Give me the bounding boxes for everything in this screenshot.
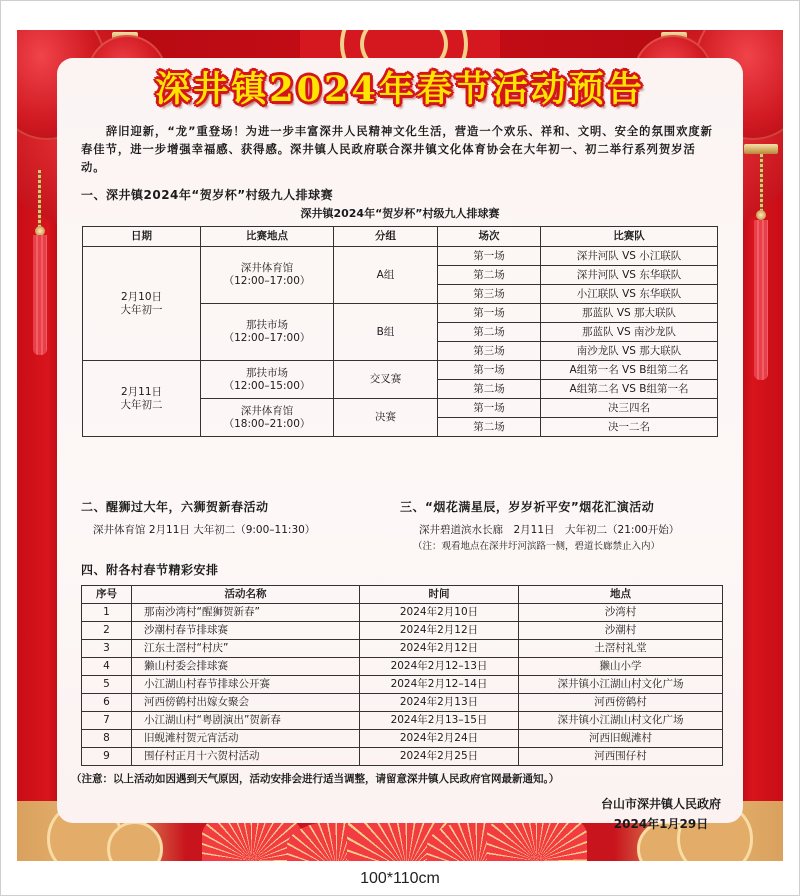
poster-title: 深井镇2024年春节活动预告: [155, 69, 645, 110]
poster: [17, 30, 783, 861]
round-cell: 第一场: [438, 247, 541, 266]
header-teams: 比赛队: [541, 227, 718, 247]
header-time: 时间: [360, 586, 519, 604]
round-cell: 第二场: [438, 418, 541, 437]
section2-heading: 二、醒狮过大年，六狮贺新春活动: [81, 500, 269, 514]
section3-note: （注：观看地点在深井圩河滨路一侧，碧道长廊禁止入内）: [413, 541, 661, 552]
teams-cell: 小江联队 VS 东华联队: [541, 285, 718, 304]
date-cell: 2月11日 大年初二: [83, 361, 201, 437]
tassel-icon: [754, 220, 768, 380]
table-row: 2 沙潮村春节排球赛 2024年2月12日 沙潮村: [82, 622, 723, 640]
tassel-icon: [33, 235, 47, 355]
size-label: 100*110cm: [360, 870, 440, 887]
content-panel: [57, 58, 743, 831]
intro-paragraph: 辞旧迎新，“龙”重登场！为进一步丰富深井人民精神文化生活，营造一个欢乐、祥和、文明、安全的氛围欢度新春佳节，进一步增强幸福感、获得感。深井镇人民政府联合深井镇文化体育协会在大年初一、初二举行系列贺岁活动。: [81, 125, 713, 174]
tassel-string-icon: [38, 170, 41, 230]
section1-heading: 一、深井镇2024年“贺岁杯”村级九人排球赛: [81, 188, 334, 202]
lantern-cap-icon: [744, 144, 778, 154]
header-round: 场次: [438, 227, 541, 247]
round-cell: 第三场: [438, 285, 541, 304]
table-row: [83, 361, 718, 380]
group-cell: A组: [334, 247, 438, 304]
header-group: 分组: [334, 227, 438, 247]
issuer: 台山市深井镇人民政府: [600, 797, 721, 811]
round-cell: 第二场: [438, 380, 541, 399]
round-cell: 第二场: [438, 266, 541, 285]
section1-table-caption: 深井镇2024年“贺岁杯”村级九人排球赛: [300, 207, 500, 220]
group-cell: 决赛: [334, 399, 438, 437]
table-header-row: [83, 227, 718, 247]
section4-heading: 四、附各村春节精彩安排: [81, 563, 219, 577]
teams-cell: 南沙龙队 VS 那大联队: [541, 342, 718, 361]
teams-cell: A组第一名 VS B组第二名: [541, 361, 718, 380]
venue-cell: 那扶市场 （12:00–15:00）: [201, 361, 334, 399]
table-header-row: [82, 586, 723, 604]
teams-cell: 那蓝队 VS 南沙龙队: [541, 323, 718, 342]
table-row: 6 河西傍鹤村出嫁女聚会 2024年2月13日 河西傍鹤村: [82, 694, 723, 712]
venue-cell: 深井体育馆 （12:00–17:00）: [201, 247, 334, 304]
group-cell: 交叉赛: [334, 361, 438, 399]
signature-block: [601, 795, 721, 832]
table-row: 1 那南沙湾村“醒狮贺新春” 2024年2月10日 沙湾村: [82, 604, 723, 622]
table-row: 9 围仔村正月十六贺村活动 2024年2月25日 河西围仔村: [82, 748, 723, 766]
tassel-knob-icon: [756, 210, 766, 220]
teams-cell: 决三四名: [541, 399, 718, 418]
section3-heading: 三、“烟花满星辰，岁岁祈平安”烟花汇演活动: [400, 500, 655, 514]
footer-notice: （注意：以上活动如因遇到天气原因，活动安排会进行适当调整，请留意深井镇人民政府官网最新通知。）: [71, 773, 560, 785]
group-cell: B组: [334, 304, 438, 361]
round-cell: 第二场: [438, 323, 541, 342]
tassel-string-icon: [760, 154, 763, 214]
round-cell: 第一场: [438, 399, 541, 418]
teams-cell: 深井河队 VS 小江联队: [541, 247, 718, 266]
table-row: 4 獭山村委会排球赛 2024年2月12–13日 獭山小学: [82, 658, 723, 676]
header-name: 活动名称: [132, 586, 360, 604]
section2-detail: 深井体育馆 2月11日 大年初二（9:00–11:30）: [93, 524, 316, 536]
village-events-table: [81, 585, 723, 766]
table-row: 5 小江湖山村春节排球公开赛 2024年2月12–14日 深井镇小江湖山村文化广场: [82, 676, 723, 694]
teams-cell: 深井河队 VS 东华联队: [541, 266, 718, 285]
teams-cell: 那蓝队 VS 那大联队: [541, 304, 718, 323]
table-row: 8 旧蚬滩村贺元宵活动 2024年2月24日 河西旧蚬滩村: [82, 730, 723, 748]
venue-cell: 那扶市场 （12:00–17:00）: [201, 304, 334, 361]
table-row: [83, 247, 718, 266]
header-date: 日期: [83, 227, 201, 247]
header-no: 序号: [82, 586, 132, 604]
date-cell: 2月10日 大年初一: [83, 247, 201, 361]
section3-detail: 深井碧道滨水长廊 2月11日 大年初二（21:00开始）: [419, 524, 680, 536]
table-row: 7 小江湖山村“粤剧演出”贺新春 2024年2月13–15日 深井镇小江湖山村文化广场: [82, 712, 723, 730]
round-cell: 第三场: [438, 342, 541, 361]
round-cell: 第一场: [438, 304, 541, 323]
header-place: 地点: [519, 586, 723, 604]
table-row: 3 江东土滘村“村庆” 2024年2月12日 土滘村礼堂: [82, 640, 723, 658]
issue-date: 2024年1月29日: [613, 817, 709, 831]
venue-cell: 深井体育馆 （18:00–21:00）: [201, 399, 334, 437]
teams-cell: A组第二名 VS B组第一名: [541, 380, 718, 399]
teams-cell: 决一二名: [541, 418, 718, 437]
header-venue: 比赛地点: [201, 227, 334, 247]
volleyball-schedule-table: [82, 226, 718, 437]
round-cell: 第一场: [438, 361, 541, 380]
